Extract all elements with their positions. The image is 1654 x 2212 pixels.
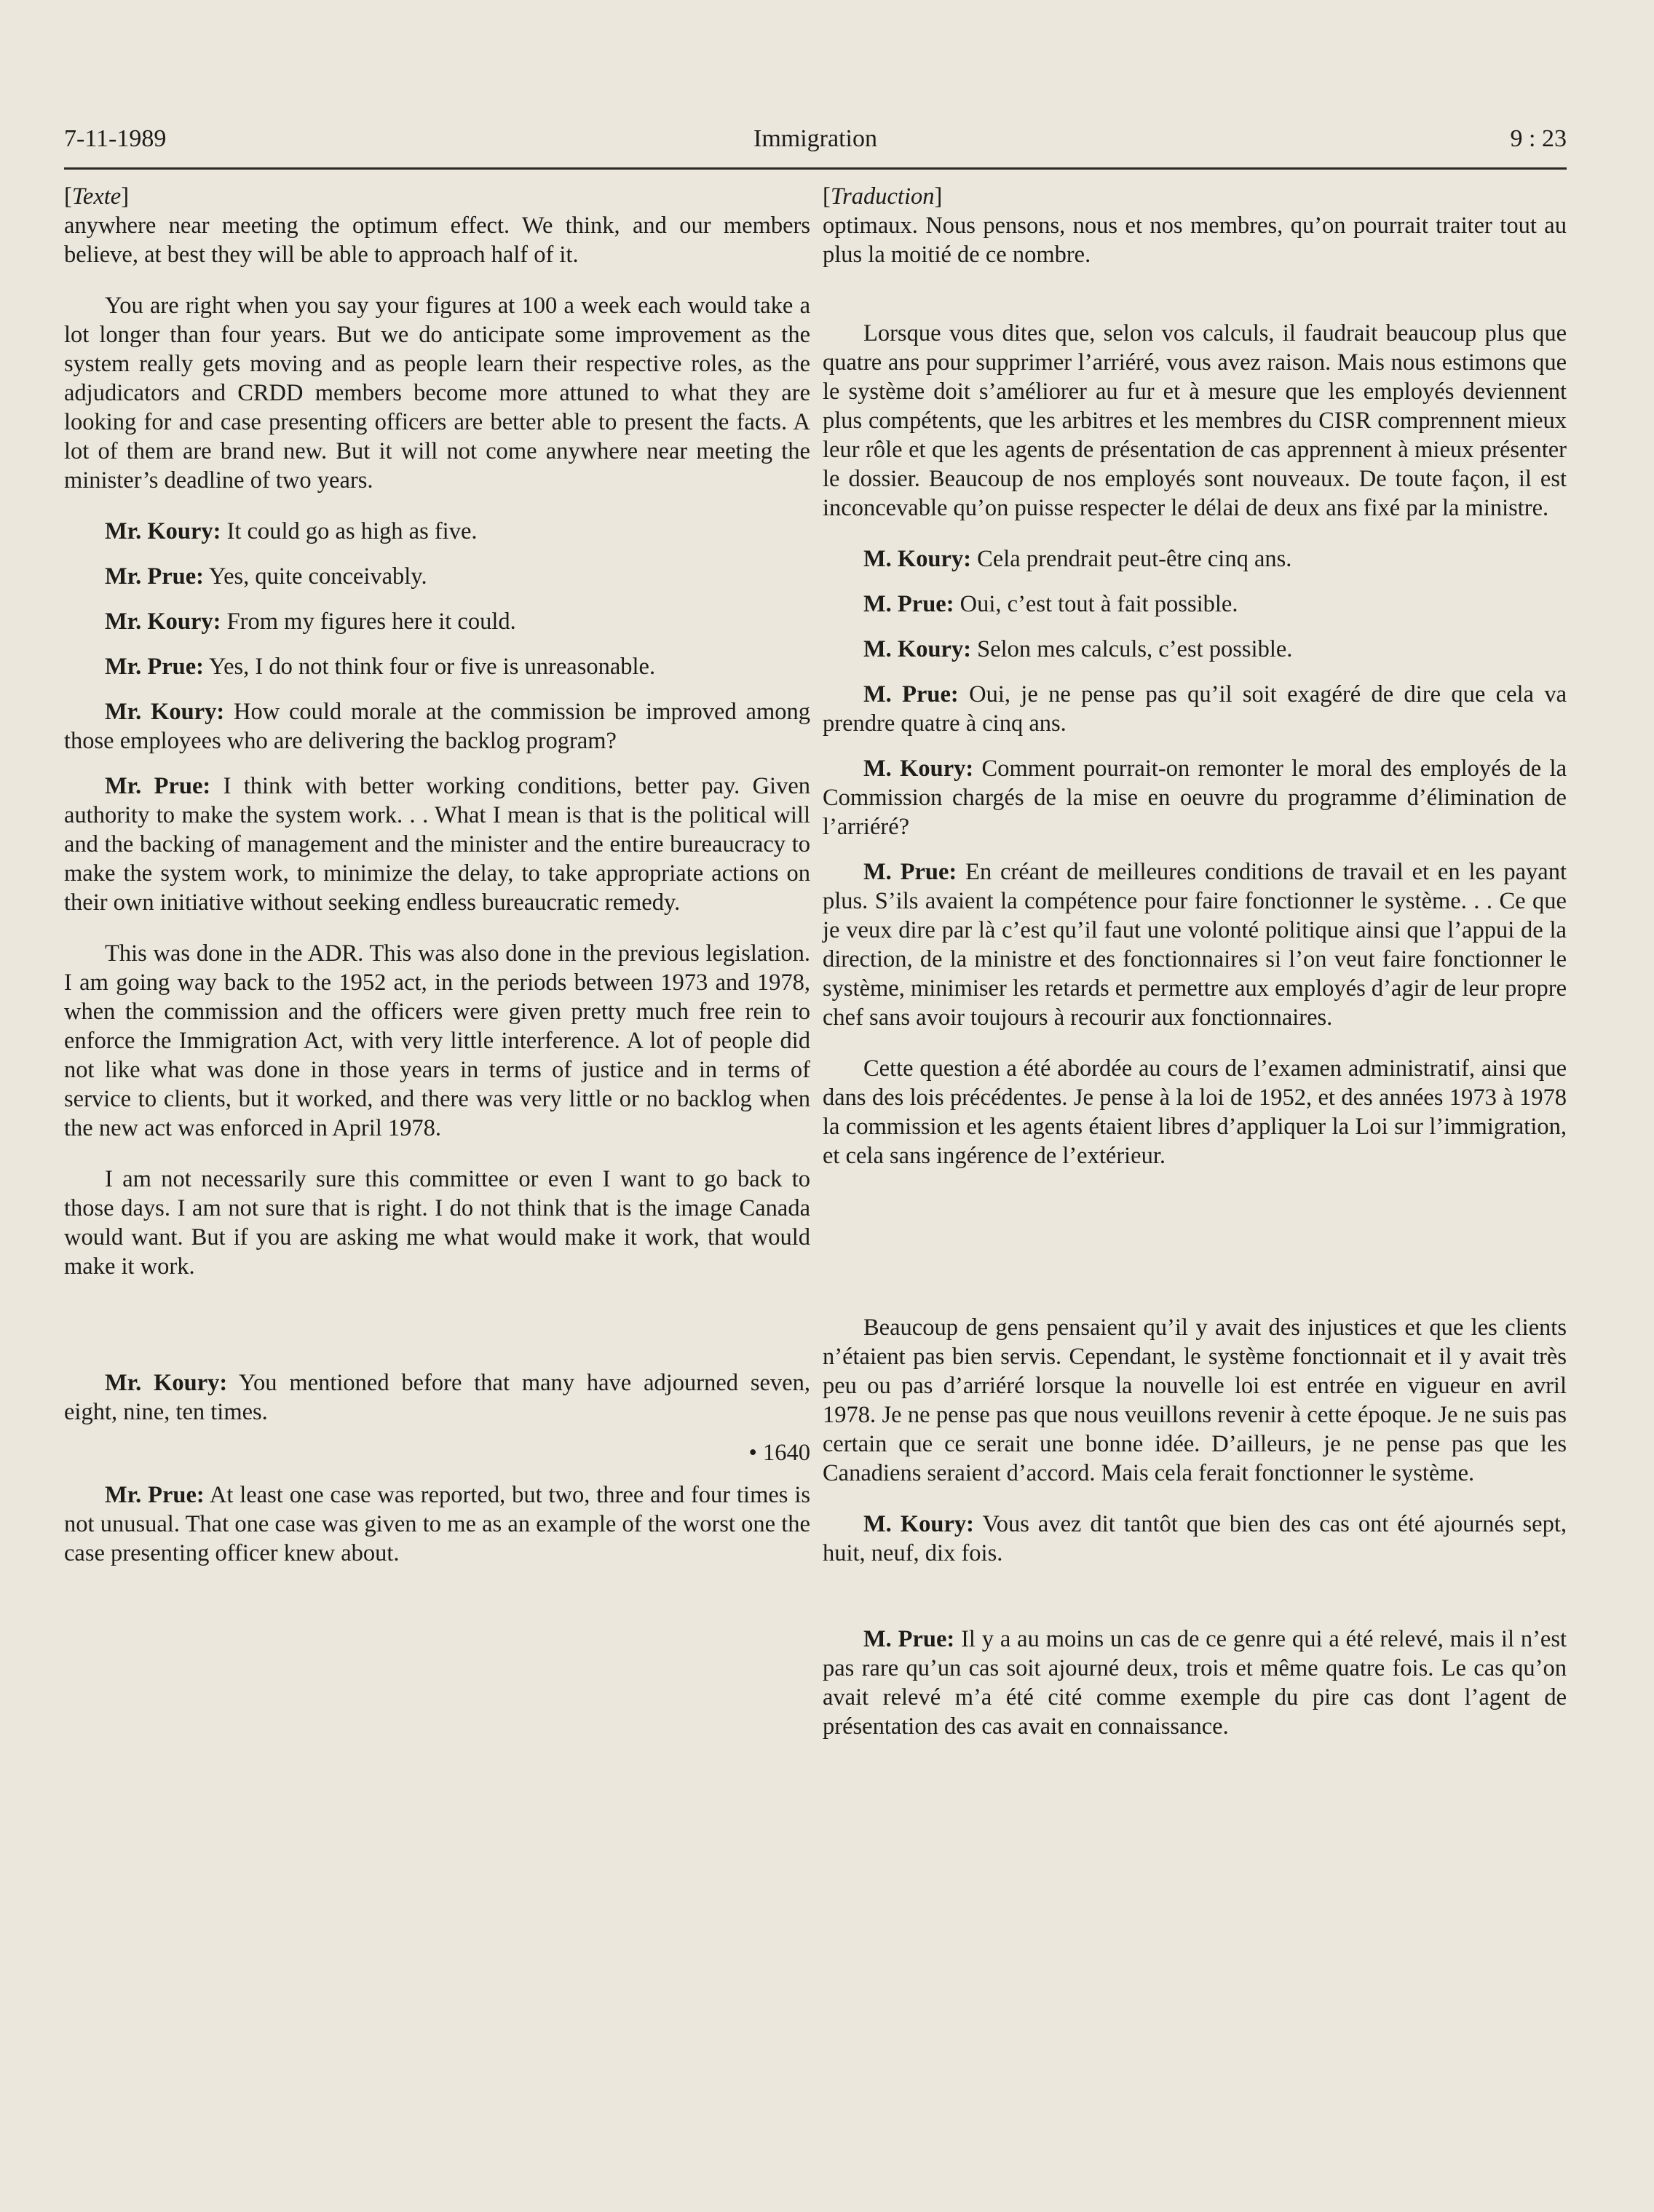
speaker-name: M. Koury: [863, 546, 972, 572]
speech-text: Cela prendrait peut-être cinq ans. [977, 546, 1292, 572]
paragraph: anywhere near meeting the optimum effect. We think, and our members believe, at best they will be able to approach half of it. [64, 213, 810, 268]
speech-text: You mentioned before that many have adjourned seven, eight, nine, ten times. [64, 1370, 810, 1425]
dialogue-entry [64, 562, 810, 591]
dialogue-entry [823, 635, 1567, 664]
dialogue-entry [64, 517, 810, 546]
speaker-name: Mr. Koury: [105, 609, 221, 635]
dialogue-entry [823, 1625, 1567, 1741]
dialogue-entry [823, 754, 1567, 841]
header-date: 7-11-1989 [64, 125, 167, 152]
speech-text: Vous avez dit tantôt que bien des cas ont été ajournés sept, huit, neuf, dix fois. [823, 1511, 1567, 1566]
paragraph: This was done in the ADR. This was also done in the previous legislation. I am going way back to the 1952 act, in the periods between 1973 and 1978, when the commission and the officers were given pretty much free rein to enforce the Immigration Act, with very little interference. A lot of people did not like what was done in those years in terms of justice and in terms of service to clients, but it worked, and there was very little or no backlog when the new act was enforced in April 1978. [64, 940, 810, 1141]
dialogue-entry [64, 1480, 810, 1568]
header-title: Immigration [753, 125, 877, 152]
speaker-name: Mr. Prue: [105, 654, 204, 680]
header-page-number: 9 : 23 [1510, 125, 1567, 152]
speech-text: From my figures here it could. [226, 609, 516, 635]
paragraph: Beaucoup de gens pensaient qu’il y avait des injustices et que les clients n’étaient pas bien servis. Cependant, le système fonctionnait et il y avait très peu ou pas d’arriéré lorsque la nouvelle loi est entrée en vigueur en avril 1978. Je ne pense pas que nous veuillons revenir à cette époque. Je ne suis pas certain que ce serait une bonne idée. D’ailleurs, je ne pense pas que les Canadiens seraient d’accord. Mais cela ferait fonctionner le système. [823, 1315, 1567, 1486]
speech-text: Yes, quite conceivably. [208, 563, 427, 590]
french-column [823, 182, 1567, 1741]
speaker-name: Mr. Prue: [105, 1482, 205, 1508]
speaker-name: M. Koury: [863, 1511, 974, 1537]
dialogue-entry [64, 697, 810, 756]
speech-text: Il y a au moins un cas de ce genre qui a été relevé, mais il n’est pas rare qu’un cas soit ajourné deux, trois et même quatre fois. Le cas qu’on avait relevé m’a été cité comme exemple du pire cas dont l’agent de présentation des cas avait en connaissance. [823, 1626, 1567, 1740]
label-text: Traduction [830, 183, 935, 210]
speaker-name: Mr. Koury: [105, 699, 225, 725]
speech-text: At least one case was reported, but two, three and four times is not unusual. That one case was given to me as an example of the worst one the case presenting officer knew about. [64, 1482, 810, 1566]
speaker-name: M. Prue: [863, 681, 959, 707]
label-text: Texte [71, 183, 122, 210]
dialogue-entry [823, 590, 1567, 619]
column-label-traduction: [Traduction] [823, 183, 943, 210]
paragraph: Cette question a été abordée au cours de l’examen administratif, ainsi que dans des lois précédentes. Je pense à la loi de 1952, et des années 1973 à 1978 la commission et les agents étaient libres d’appliquer la Loi sur l’immigration, et cela sans ingérence de l’extérieur. [823, 1055, 1567, 1169]
speech-text: Oui, je ne pense pas qu’il soit exagéré de dire que cela va prendre quatre à cinq ans. [823, 681, 1567, 737]
paragraph: optimaux. Nous pensons, nous et nos membres, qu’on pourrait traiter tout au plus la moitié de ce nombre. [823, 213, 1567, 268]
column-label-texte: [Texte] [64, 183, 130, 210]
speaker-name: Mr. Koury: [105, 518, 221, 544]
speech-text: Selon mes calculs, c’est possible. [977, 636, 1293, 662]
paragraph: You are right when you say your figures at 100 a week each would take a lot longer than four years. But we do anticipate some improvement as the system really gets moving and as people learn their respective roles, as the adjudicators and CRDD members become more attuned to what they are looking for and case presenting officers are better able to present the facts. A lot of them are brand new. But it will not come anywhere near meeting the minister’s deadline of two years. [64, 293, 810, 493]
running-header [64, 122, 1567, 170]
speaker-name: M. Koury: [863, 756, 974, 782]
dialogue-entry [823, 857, 1567, 1032]
dialogue-entry [64, 772, 810, 917]
speech-text: Yes, I do not think four or five is unreasonable. [208, 654, 656, 680]
dialogue-entry [64, 652, 810, 681]
speaker-name: M. Prue: [863, 859, 957, 885]
paragraph: I am not necessarily sure this committee or even I want to go back to those days. I am not sure that is right. I do not think that is the image Canada would want. But if you are asking me what would make it work, that would make it work. [64, 1166, 810, 1280]
english-column [64, 182, 810, 1568]
speech-text: En créant de meilleures conditions de travail et en les payant plus. S’ils avaient la compétence pour faire fonctionner le système. . . Ce que je veux dire par là c’est qu’il faut une volonté politique ainsi que l’appui de la direction, de la ministre et des fonctionnaires si l’on veut faire fonctionner le système, minimiser les retards et permettre aux employés d’agir de leur propre chef sans avoir toujours à recourir aux fonctionnaires. [823, 859, 1567, 1031]
dialogue-entry [64, 607, 810, 636]
dialogue-entry [823, 1510, 1567, 1568]
speaker-name: Mr. Prue: [105, 773, 211, 799]
speaker-name: M. Koury: [863, 636, 972, 662]
paragraph: Lorsque vous dites que, selon vos calculs, il faudrait beaucoup plus que quatre ans pour supprimer l’arriéré, vous avez raison. Mais nous estimons que le système doit s’améliorer au fur et à mesure que les employés deviennent plus compétents, que les arbitres et les membres du CISR comprennent mieux leur rôle et que les agents de présentation de cas apprennent à mieux présenter le dossier. Beaucoup de nos employés sont nouveaux. De toute façon, il est inconcevable qu’on puisse respecter le délai de deux ans fixé par la ministre. [823, 320, 1567, 521]
dialogue-entry [823, 544, 1567, 574]
timestamp: • 1640 [748, 1440, 810, 1466]
speaker-name: Mr. Koury: [105, 1370, 228, 1396]
speech-text: Comment pourrait-on remonter le moral des employés de la Commission chargés de la mise en oeuvre du programme d’élimination de l’arriéré? [823, 756, 1567, 840]
speaker-name: Mr. Prue: [105, 563, 204, 590]
speech-text: Oui, c’est tout à fait possible. [959, 591, 1238, 617]
speech-text: I think with better working conditions, better pay. Given authority to make the system work. . . What I mean is that is the political will and the backing of management and the minister and the entire bureaucracy to make the system work, to minimize the delay, to take appropriate actions on their own initiative without seeking endless bureaucratic remedy. [64, 773, 810, 916]
speaker-name: M. Prue: [863, 1626, 955, 1652]
dialogue-entry [64, 1368, 810, 1427]
speaker-name: M. Prue: [863, 591, 954, 617]
dialogue-entry [823, 680, 1567, 738]
speech-text: How could morale at the commission be improved among those employees who are delivering the backlog program? [64, 699, 810, 754]
speech-text: It could go as high as five. [226, 518, 478, 544]
